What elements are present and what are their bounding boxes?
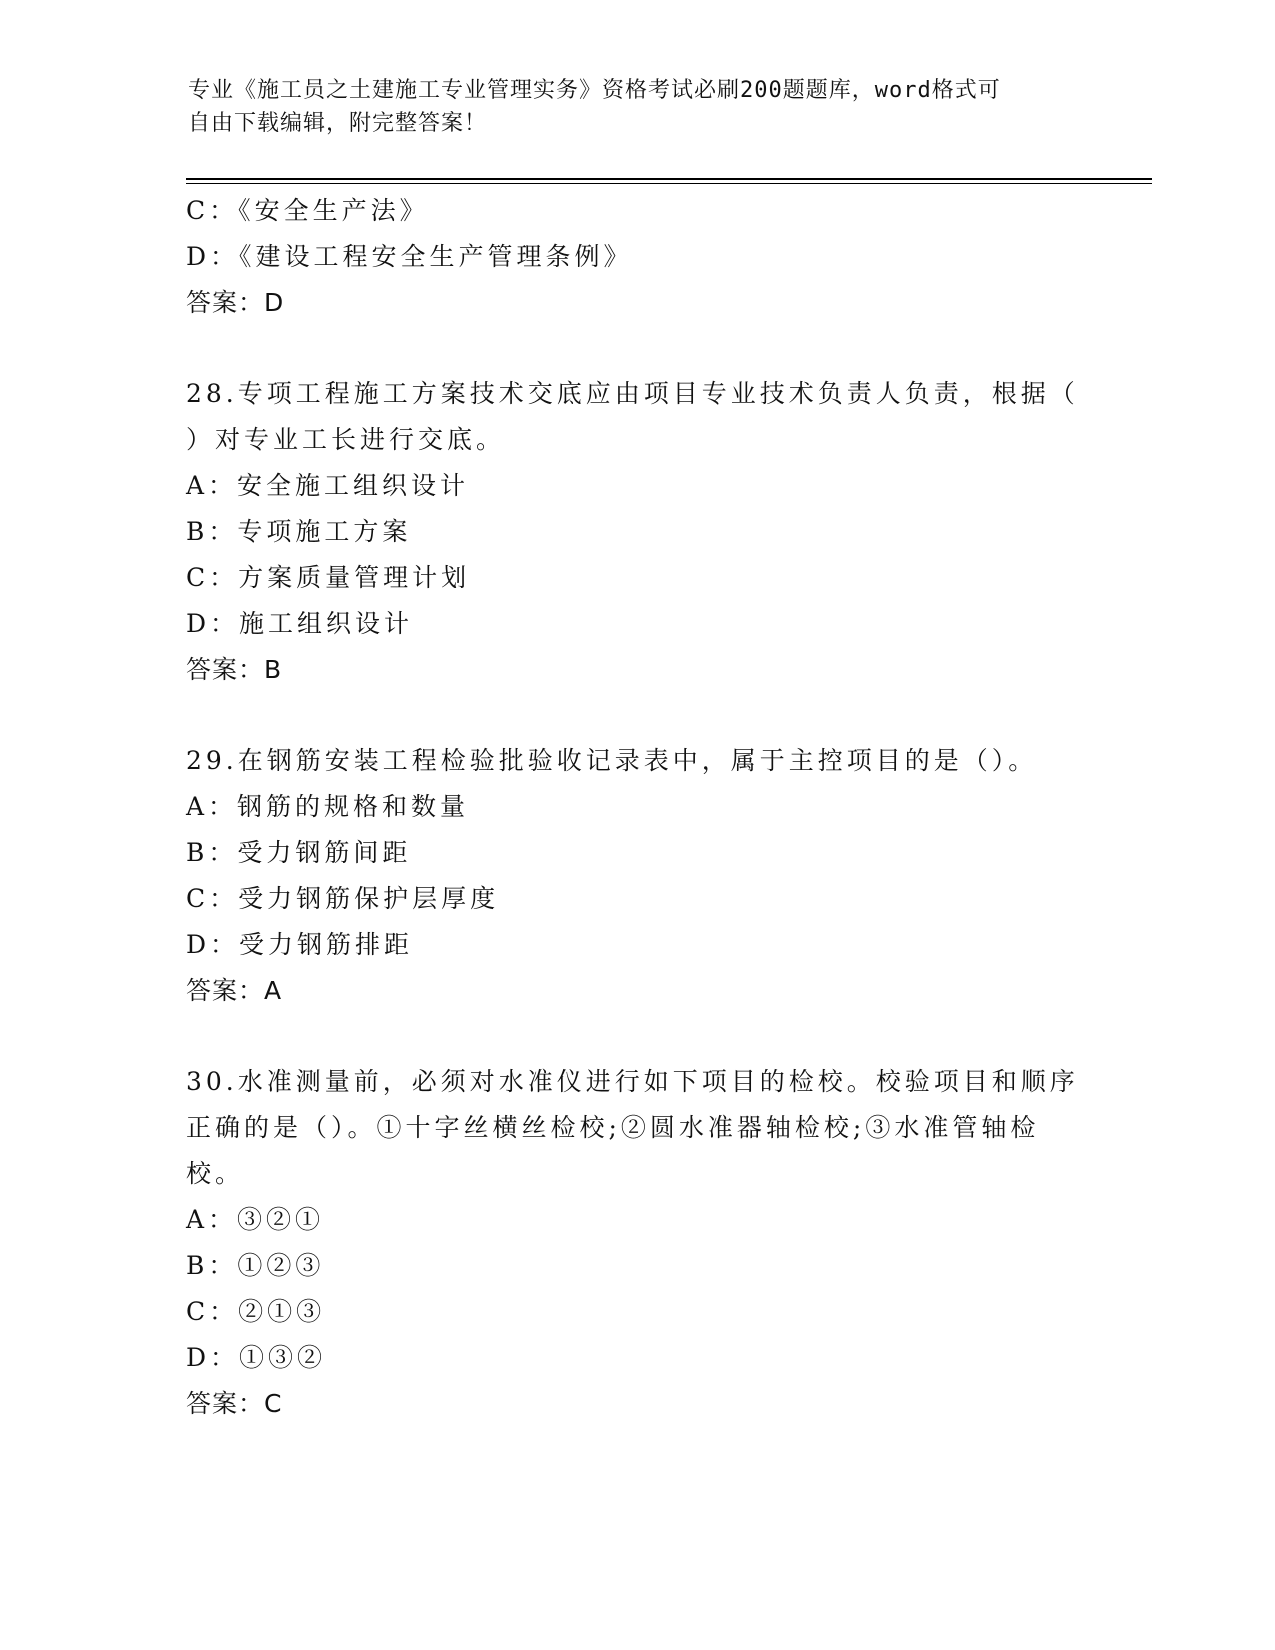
- option-a: A：钢筋的规格和数量: [186, 792, 470, 821]
- question-28: [186, 371, 1086, 693]
- question-text-line-2: 正确的是（）。①十字丝横丝检校;②圆水准器轴检校;③水准管轴检: [186, 1113, 1040, 1142]
- question-27-tail: [186, 188, 1086, 326]
- option-d: D：受力钢筋排距: [186, 930, 414, 959]
- answer: 答案：C: [186, 1389, 283, 1418]
- question-list: [186, 188, 1086, 1427]
- header-line-1: 专业《施工员之土建施工专业管理实务》资格考试必刷200题题库，word格式可: [188, 78, 1001, 103]
- spacer: [186, 326, 1086, 371]
- option-c: C：方案质量管理计划: [186, 563, 471, 592]
- option-c: C：受力钢筋保护层厚度: [186, 884, 500, 913]
- question-29: [186, 738, 1086, 1014]
- spacer: [186, 693, 1086, 738]
- header-divider-thin: [186, 183, 1152, 184]
- question-text-line-3: 校。: [186, 1159, 245, 1188]
- option-b: B：①②③: [186, 1251, 325, 1280]
- option-c: C：②①③: [186, 1297, 326, 1326]
- question-30: [186, 1059, 1086, 1427]
- answer: 答案：B: [186, 655, 283, 684]
- option-b: B：受力钢筋间距: [186, 838, 412, 867]
- option-d: D：施工组织设计: [186, 609, 414, 638]
- option-b: B：专项施工方案: [186, 517, 412, 546]
- option-d: D：①③②: [186, 1343, 327, 1372]
- document-header: [188, 74, 1068, 140]
- header-line-2: 自由下载编辑，附完整答案！: [188, 111, 488, 136]
- question-text-line-1: 30.水准测量前，必须对水准仪进行如下项目的检校。校验项目和顺序: [186, 1067, 1079, 1096]
- option-d: D：《建设工程安全生产管理条例》: [186, 242, 633, 271]
- question-text-line-1: 29.在钢筋安装工程检验批验收记录表中，属于主控项目的是（）。: [186, 746, 1038, 775]
- answer: 答案：D: [186, 288, 285, 317]
- header-divider-thick: [186, 178, 1152, 180]
- answer: 答案：A: [186, 976, 283, 1005]
- spacer: [186, 1014, 1086, 1059]
- option-c: C：《安全生产法》: [186, 196, 429, 225]
- question-text-line-2: ）对专业工长进行交底。: [186, 425, 506, 454]
- option-a: A：安全施工组织设计: [186, 471, 470, 500]
- question-text-line-1: 28.专项工程施工方案技术交底应由项目专业技术负责人负责，根据（: [186, 379, 1079, 408]
- option-a: A：③②①: [186, 1205, 325, 1234]
